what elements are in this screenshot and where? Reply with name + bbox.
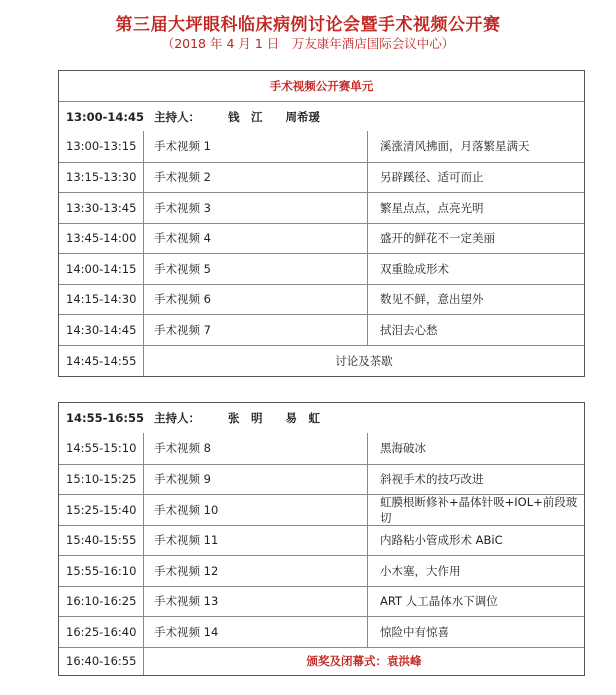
- row-time: 15:55-16:10: [59, 556, 144, 586]
- row-video: 手术视频 8: [144, 433, 368, 464]
- row-topic: 拭泪去心愁: [380, 322, 438, 337]
- closing-text: 颁奖及闭幕式：袁洪峰: [306, 654, 422, 668]
- session2-closing-row: [59, 647, 584, 675]
- schedule-row: [59, 192, 584, 223]
- row-topic: 内路粘小管成形术 ABiC: [380, 533, 503, 548]
- row-topic: 繁星点点，点亮光明: [380, 200, 484, 215]
- session1-host-label: 主持人：: [154, 109, 200, 124]
- row-video: 手术视频 4: [144, 224, 368, 254]
- session1-time: 13:00-14:45: [66, 109, 144, 124]
- schedule-row: [59, 555, 584, 586]
- row-topic: 溪涨清风拂面，月落繁星满天: [380, 139, 530, 154]
- row-topic: 惊险中有惊喜: [380, 624, 449, 639]
- row-video: 手术视频 9: [144, 465, 368, 495]
- schedule-row: [59, 494, 584, 525]
- row-time: 16:25-16:40: [59, 617, 144, 647]
- session2-host-label: 主持人：: [154, 411, 200, 425]
- row-topic: 黑海破冰: [380, 441, 426, 456]
- page-subtitle: （2018 年 4 月 1 日 万友康年酒店国际会议中心）: [161, 36, 455, 51]
- schedule-row: [59, 284, 584, 315]
- row-topic: ART 人工晶体水下调位: [380, 594, 498, 609]
- schedule-row: [59, 162, 584, 193]
- session1-break-row: [59, 345, 584, 376]
- schedule-row: [59, 616, 584, 647]
- row-topic: 另辟蹊径、适可而止: [380, 170, 484, 185]
- row-topic: 双重睑成形术: [380, 261, 449, 276]
- section-title-row: [59, 71, 584, 101]
- closing-time: 16:40-16:55: [59, 648, 144, 675]
- schedule-row: [59, 586, 584, 617]
- break-text: 讨论及茶歇: [335, 353, 393, 368]
- row-time: 14:55-15:10: [59, 433, 144, 464]
- page-title: 第三届大坪眼科临床病例讨论会暨手术视频公开赛: [115, 15, 501, 35]
- row-time: 14:30-14:45: [59, 315, 144, 345]
- row-time: 14:00-14:15: [59, 254, 144, 284]
- row-time: 15:40-15:55: [59, 526, 144, 556]
- row-time: 13:45-14:00: [59, 224, 144, 254]
- row-time: 13:15-13:30: [59, 163, 144, 193]
- row-topic: 斜视手术的技巧改进: [380, 472, 484, 487]
- session1-hosts: 钱 江 周希瑗: [228, 109, 320, 124]
- row-video: 手术视频 3: [144, 193, 368, 223]
- row-video: 手术视频 6: [144, 285, 368, 315]
- session2-time: 14:55-16:55: [66, 411, 144, 425]
- session1-host-row: [59, 101, 584, 131]
- session2-table: [58, 402, 585, 676]
- row-video: 手术视频 14: [144, 617, 368, 647]
- row-video: 手术视频 12: [144, 556, 368, 586]
- row-video: 手术视频 10: [144, 495, 368, 525]
- row-time: 14:15-14:30: [59, 285, 144, 315]
- row-topic: 数见不鲜，意出望外: [380, 292, 484, 307]
- row-video: 手术视频 13: [144, 587, 368, 617]
- row-time: 13:30-13:45: [59, 193, 144, 223]
- schedule-row: [59, 253, 584, 284]
- section-title: 手术视频公开赛单元: [269, 79, 374, 93]
- schedule-row: [59, 433, 584, 464]
- row-topic: 小木塞，大作用: [380, 563, 461, 578]
- row-time: 15:25-15:40: [59, 495, 144, 525]
- row-time: 13:00-13:15: [59, 131, 144, 162]
- row-topic: 虹膜根断修补+晶体针吸+IOL+前段玻切: [380, 494, 578, 525]
- row-time: 16:10-16:25: [59, 587, 144, 617]
- schedule-row: [59, 131, 584, 162]
- row-video: 手术视频 2: [144, 163, 368, 193]
- schedule-row: [59, 314, 584, 345]
- row-video: 手术视频 5: [144, 254, 368, 284]
- row-topic: 盛开的鲜花不一定美丽: [380, 231, 495, 246]
- row-time: 15:10-15:25: [59, 465, 144, 495]
- session2-hosts: 张 明 易 虹: [228, 411, 320, 425]
- session2-host-row: [59, 403, 584, 433]
- schedule-row: [59, 464, 584, 495]
- break-time: 14:45-14:55: [59, 346, 144, 376]
- schedule-row: [59, 223, 584, 254]
- schedule-row: [59, 525, 584, 556]
- row-video: 手术视频 11: [144, 526, 368, 556]
- session1-table: [58, 70, 585, 377]
- row-video: 手术视频 7: [144, 315, 368, 345]
- row-video: 手术视频 1: [144, 131, 368, 162]
